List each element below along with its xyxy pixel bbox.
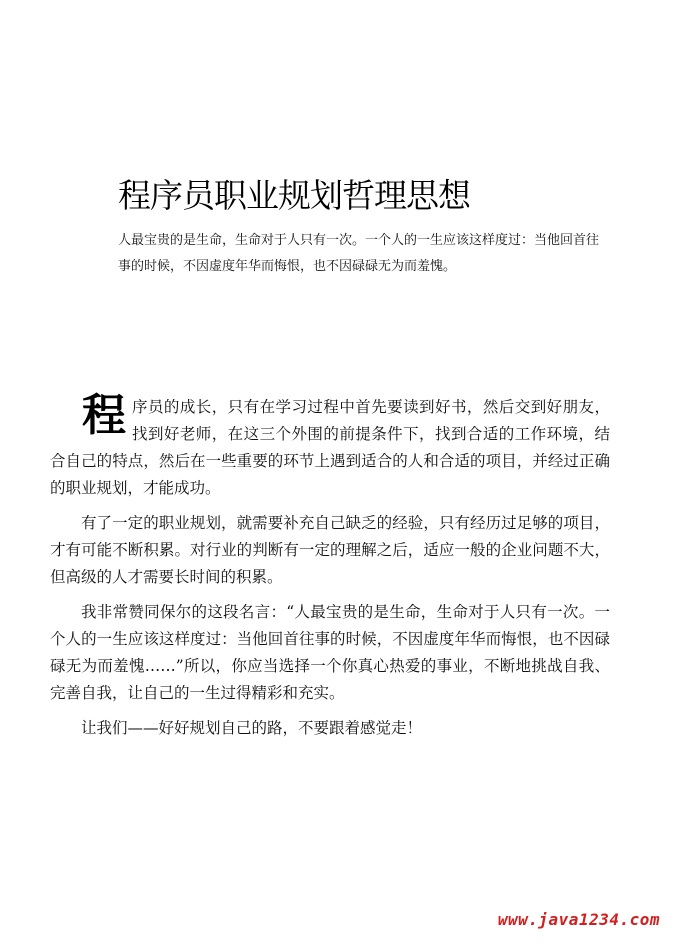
paragraph-2: 有了一定的职业规划，就需要补充自己缺乏的经验，只有经历过足够的项目，才有可能不断积累。对行业的判断有一定的理解之后，适应一般的企业问题不大，但高级的人才需要长时间的积累。 [50, 514, 610, 586]
paragraph-1-text: 序员的成长，只有在学习过程中首先要读到好书，然后交到好朋友，找到好老师，在这三个外围的前提条件下，找到合适的工作环境，结合自己的特点，然后在一些重要的环节上遇到适合的人和合适的项目，并经过正确的职业规划，才能成功。 [50, 398, 610, 497]
page-title: 程序员职业规划哲理思想 [118, 176, 470, 215]
epigraph-quote: 人最宝贵的是生命，生命对于人只有一次。一个人的一生应该这样度过：当他回首往事的时候，不因虚度年华而悔恨，也不因碌碌无为而羞愧。 [118, 233, 600, 274]
paragraph-4: 让我们——好好规划自己的路，不要跟着感觉走！ [81, 719, 423, 737]
drop-cap: 程 [82, 390, 126, 441]
footer-watermark-url[interactable]: www.java1234.com [497, 910, 660, 929]
article-body [50, 390, 610, 750]
paragraph-1 [50, 390, 610, 502]
paragraph-3: 我非常赞同保尔的这段名言：“人最宝贵的是生命，生命对于人只有一次。一个人的一生应该这样度过：当他回首往事的时候，不因虚度年华而悔恨，也不因碌碌无为而羞愧……”所以，你应当选择一个你真心热爱的事业，不断地挑战自我、完善自我，让自己的一生过得精彩和充实。 [50, 603, 610, 702]
